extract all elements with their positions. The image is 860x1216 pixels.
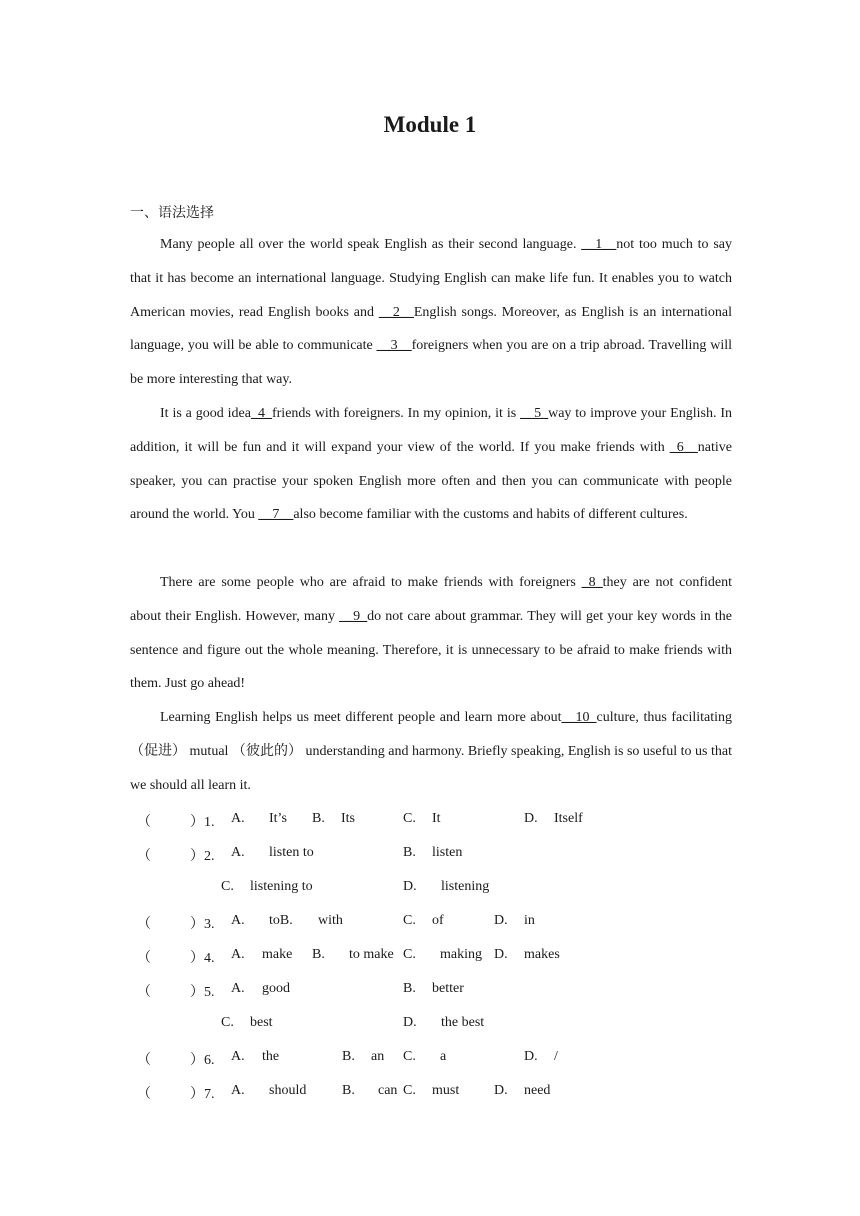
question-number: ）2. bbox=[190, 849, 215, 864]
option-d[interactable]: listening bbox=[441, 879, 490, 894]
open-paren: （ bbox=[137, 815, 151, 830]
question-number: ）7. bbox=[190, 1087, 215, 1102]
option-c[interactable]: a bbox=[440, 1049, 447, 1064]
option-c[interactable]: must bbox=[432, 1083, 460, 1098]
option-b-label: B. bbox=[403, 845, 416, 860]
option-b-label: B. bbox=[342, 1049, 355, 1064]
option-c-label: C. bbox=[221, 879, 234, 894]
option-c[interactable]: making bbox=[440, 947, 482, 962]
answer-blank[interactable]: __7__ bbox=[258, 507, 294, 523]
option-c[interactable]: It bbox=[432, 811, 441, 826]
option-d-label: D. bbox=[403, 1015, 417, 1030]
page-title: Module 1 bbox=[383, 112, 477, 137]
open-paren: （ bbox=[137, 985, 151, 1000]
question-number: ）1. bbox=[190, 815, 215, 830]
option-c-label: C. bbox=[403, 913, 416, 928]
option-a-label: A. bbox=[231, 1083, 245, 1098]
open-paren: （ bbox=[137, 1053, 151, 1068]
question-number: ）3. bbox=[190, 917, 215, 932]
paragraph-4 bbox=[130, 701, 732, 802]
option-c-label: C. bbox=[403, 811, 416, 826]
option-d-label: D. bbox=[494, 913, 508, 928]
option-a[interactable]: make bbox=[262, 947, 293, 962]
answer-blank[interactable]: _8_ bbox=[581, 575, 603, 590]
answer-blank[interactable]: __2__ bbox=[378, 304, 414, 320]
option-b-label: B. bbox=[312, 947, 325, 962]
passage-text: It is a good idea bbox=[160, 406, 251, 421]
option-a[interactable]: It’s bbox=[269, 811, 287, 826]
option-b[interactable]: to make bbox=[349, 947, 394, 962]
option-c[interactable]: of bbox=[432, 913, 444, 928]
option-c[interactable]: listening to bbox=[250, 879, 313, 894]
answer-blank[interactable]: __1__ bbox=[581, 237, 617, 252]
question-number: ）5. bbox=[190, 985, 215, 1000]
passage-text: do not care about grammar. They will get your key words in the sentence and figure out the whole meaning. Therefore, it is unnecessary to be afraid to make friends with them. Just go ahead! bbox=[130, 608, 732, 692]
question-number: ）4. bbox=[190, 951, 215, 966]
answer-blank[interactable]: __10_ bbox=[561, 710, 597, 725]
option-a-label: A. bbox=[231, 1049, 245, 1064]
option-b[interactable]: with bbox=[318, 913, 343, 928]
option-a[interactable]: toB. bbox=[269, 913, 293, 928]
answer-blank[interactable]: __5_ bbox=[520, 406, 549, 421]
passage-text: way to improve your English. In addition, it will be fun and it will expand your view of the world. If you make friends with bbox=[130, 406, 732, 455]
paragraph-1 bbox=[130, 228, 732, 397]
question-row-1 bbox=[0, 811, 860, 835]
option-d-label: D. bbox=[524, 1049, 538, 1064]
question-row-5 bbox=[0, 981, 860, 1005]
option-b[interactable]: Its bbox=[341, 811, 355, 826]
option-d-label: D. bbox=[403, 879, 417, 894]
passage-text: There are some people who are afraid to make friends with foreigners bbox=[160, 575, 582, 590]
open-paren: （ bbox=[137, 1087, 151, 1102]
option-c[interactable]: best bbox=[250, 1015, 273, 1030]
option-b[interactable]: can bbox=[378, 1083, 398, 1098]
option-b-label: B. bbox=[342, 1083, 355, 1098]
option-c-label: C. bbox=[221, 1015, 234, 1030]
answer-blank[interactable]: _4_ bbox=[250, 406, 272, 421]
section-title: 一、语法选择 bbox=[130, 206, 214, 221]
option-d[interactable]: the best bbox=[441, 1015, 485, 1030]
question-row-6 bbox=[0, 1049, 860, 1073]
passage-text: foreigners when you are on a trip abroad. Travelling will be more interesting that way. bbox=[130, 338, 732, 388]
passage-text: native speaker, you can practise your spoken English more often and then you can communicate with people around the world. You bbox=[130, 439, 732, 523]
option-b[interactable]: better bbox=[432, 981, 464, 996]
option-d[interactable]: need bbox=[524, 1083, 551, 1098]
answer-blank[interactable]: __3__ bbox=[376, 338, 412, 354]
option-d-label: D. bbox=[494, 1083, 508, 1098]
option-a-label: A. bbox=[231, 913, 245, 928]
paragraph-2 bbox=[130, 397, 732, 532]
passage-text: not too much to say that it has become an international language. Studying English can make life fun. It enables you to watch American movies, read English books and bbox=[130, 237, 732, 320]
question-row-3 bbox=[0, 913, 860, 937]
passage-text: Many people all over the world speak English as their second language. bbox=[160, 237, 582, 252]
option-a[interactable]: the bbox=[262, 1049, 280, 1064]
question-row-2 bbox=[0, 845, 860, 869]
option-a[interactable]: good bbox=[262, 981, 290, 996]
option-c-label: C. bbox=[403, 947, 416, 962]
option-a-label: A. bbox=[231, 845, 245, 860]
option-b[interactable]: an bbox=[371, 1049, 385, 1064]
passage-text: culture, thus facilitating （促进） mutual （彼此的） understanding and harmony. Briefly speaking, English is so useful to us that we should all learn it. bbox=[130, 710, 732, 793]
passage-text: Learning English helps us meet different people and learn more about bbox=[160, 710, 562, 725]
question-row-5-cont bbox=[0, 1015, 860, 1039]
question-row-4 bbox=[0, 947, 860, 971]
option-d[interactable]: / bbox=[554, 1049, 558, 1064]
paragraph-3 bbox=[130, 566, 732, 701]
option-b[interactable]: listen bbox=[432, 845, 463, 860]
option-d-label: D. bbox=[524, 811, 538, 826]
option-d[interactable]: in bbox=[524, 913, 535, 928]
question-row-2-cont bbox=[0, 879, 860, 903]
open-paren: （ bbox=[137, 951, 151, 966]
option-d[interactable]: Itself bbox=[554, 811, 583, 826]
answer-blank[interactable]: __9_ bbox=[339, 608, 368, 624]
option-d[interactable]: makes bbox=[524, 947, 560, 962]
option-a-label: A. bbox=[231, 811, 245, 826]
option-b-label: B. bbox=[403, 981, 416, 996]
option-d-label: D. bbox=[494, 947, 508, 962]
option-c-label: C. bbox=[403, 1049, 416, 1064]
option-b-label: B. bbox=[312, 811, 325, 826]
question-row-7 bbox=[0, 1083, 860, 1107]
option-a[interactable]: listen to bbox=[269, 845, 314, 860]
passage-text: they are not confident about their English. However, many bbox=[130, 575, 732, 624]
passage-text: English songs. Moreover, as English is an international language, you will be able to communicate bbox=[130, 304, 733, 354]
option-c-label: C. bbox=[403, 1083, 416, 1098]
option-a-label: A. bbox=[231, 947, 245, 962]
passage-text: friends with foreigners. In my opinion, it is bbox=[271, 406, 521, 421]
passage-text: also become familiar with the customs and habits of different cultures. bbox=[293, 507, 688, 523]
open-paren: （ bbox=[137, 917, 151, 932]
option-a-label: A. bbox=[231, 981, 245, 996]
question-number: ）6. bbox=[190, 1053, 215, 1068]
option-a[interactable]: should bbox=[269, 1083, 307, 1098]
open-paren: （ bbox=[137, 849, 151, 864]
answer-blank[interactable]: _6__ bbox=[669, 439, 698, 455]
